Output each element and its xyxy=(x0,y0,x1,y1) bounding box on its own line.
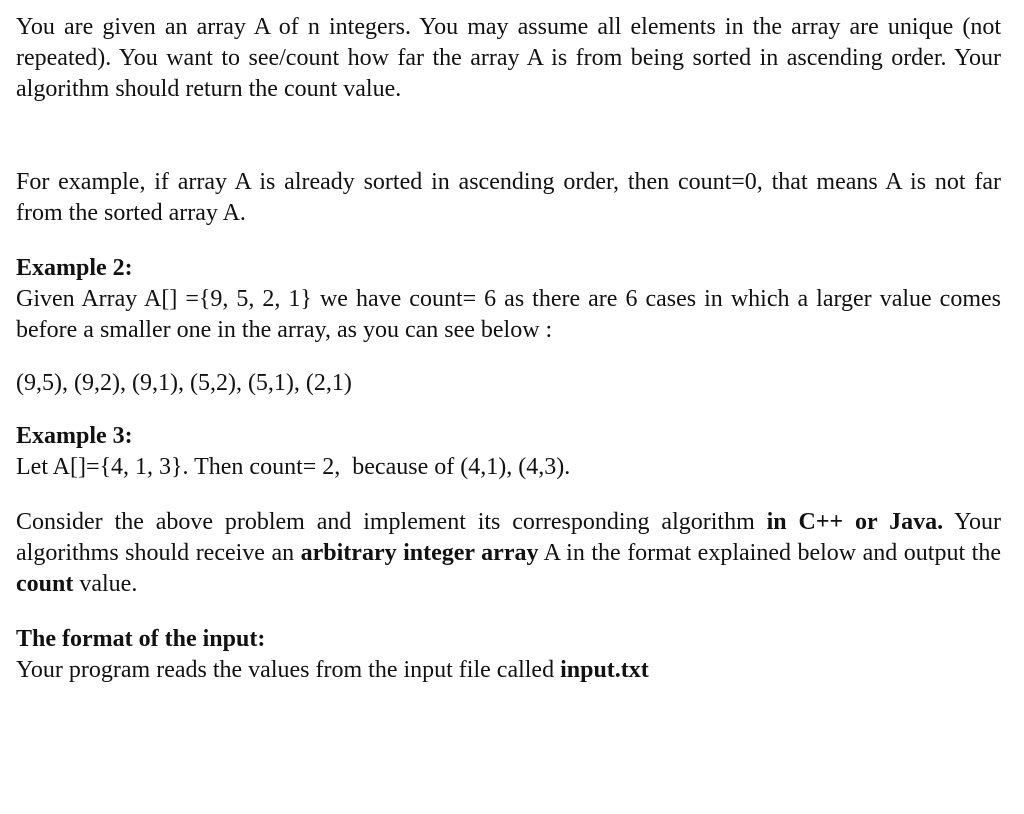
spacer xyxy=(16,229,1001,253)
task-paragraph xyxy=(16,507,1001,600)
intro-paragraph: You are given an array A of n integers. You may assume all elements in the array are unique (not repeated). You want to see/count how far the array A is from being sorted in ascending order. Your algorithm should return the count value. xyxy=(16,14,1001,102)
spacer xyxy=(16,346,1001,368)
task-bold-array: arbitrary integer array xyxy=(300,540,539,566)
spacer xyxy=(16,105,1001,167)
example2-heading: Example 2: xyxy=(16,255,133,281)
task-text-2: Your algorithms should receive an xyxy=(16,509,1002,566)
task-bold-count: count xyxy=(16,571,74,597)
spacer xyxy=(16,483,1001,507)
spacer xyxy=(16,600,1001,624)
document-body xyxy=(16,12,1001,686)
example2-pairs: (9,5), (9,2), (9,1), (5,2), (5,1), (2,1) xyxy=(16,370,352,396)
task-text-3: A in the format explained below and output the xyxy=(538,540,1001,566)
example3-heading: Example 3: xyxy=(16,423,133,449)
input-format-paragraph xyxy=(16,655,1001,686)
task-text-1: Consider the above problem and implement its corresponding algorithm xyxy=(16,509,767,535)
example2-paragraph: Given Array A[] ={9, 5, 2, 1} we have count= 6 as there are 6 cases in which a larger value comes before a smaller one in the array, as you can see below : xyxy=(16,286,1001,343)
task-text-4: value. xyxy=(73,571,138,597)
example1-paragraph: For example, if array A is already sorted in ascending order, then count=0, that means A is not far from the sorted array A. xyxy=(16,169,1001,226)
example3-paragraph: Let A[]={4, 1, 3}. Then count= 2, because of (4,1), (4,3). xyxy=(16,454,571,480)
spacer xyxy=(16,399,1001,421)
input-filename: input.txt xyxy=(560,657,649,683)
input-format-text: Your program reads the values from the input file called xyxy=(16,657,561,683)
task-bold-language: in C++ or Java. xyxy=(766,509,944,535)
input-format-heading: The format of the input: xyxy=(16,626,266,652)
